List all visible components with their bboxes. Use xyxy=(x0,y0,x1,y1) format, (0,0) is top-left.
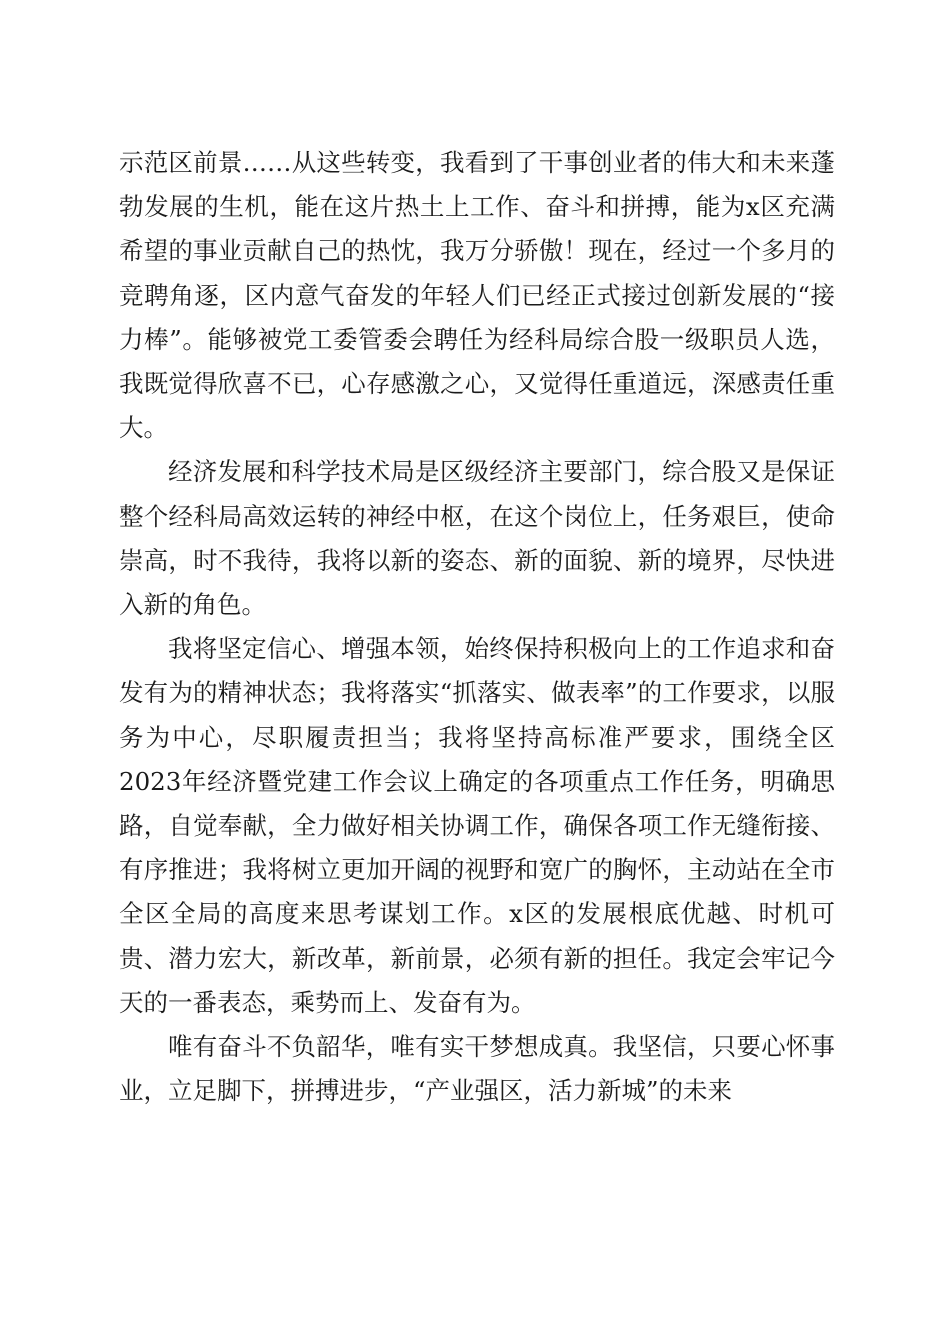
paragraph-commitments: 我将坚定信心、增强本领，始终保持积极向上的工作追求和奋发有为的精神状态；我将落实“抓落实、做表率”的工作要求，以服务为中心，尽职履责担当；我将坚持高标准严要求，围绕全区2023年经济暨党建工作会议上确定的各项重点工作任务，明确思路，自觉奉献，全力做好相关协调工作，确保各项工作无缝衔接、有序推进；我将树立更加开阔的视野和宽广的胸怀，主动站在全市全区全局的高度来思考谋划工作。x区的发展根底优越、时机可贵、潜力宏大，新改革，新前景，必须有新的担任。我定会牢记今天的一番表态，乘势而上、发奋有为。 xyxy=(119,634,835,1017)
paragraph-continued: 示范区前景……从这些转变，我看到了干事创业者的伟大和未来蓬勃发展的生机，能在这片热土上工作、奋斗和拼搏，能为x区充满希望的事业贡献自己的热忱，我万分骄傲！现在，经过一个多月的竞聘角逐，区内意气奋发的年轻人们已经正式接过创新发展的“接力棒”。能够被党工委管委会聘任为经科局综合股一级职员人选，我既觉得欣喜不已，心存感激之心，又觉得任重道远，深感责任重大。 xyxy=(119,148,835,443)
paragraph-conclusion: 唯有奋斗不负韶华，唯有实干梦想成真。我坚信，只要心怀事业，立足脚下，拼搏进步，“产业强区，活力新城”的未来 xyxy=(119,1032,835,1106)
document-body xyxy=(119,141,835,1113)
paragraph-bureau-role: 经济发展和科学技术局是区级经济主要部门，综合股又是保证整个经科局高效运转的神经中枢，在这个岗位上，任务艰巨，使命崇高，时不我待，我将以新的姿态、新的面貌、新的境界，尽快进入新的角色。 xyxy=(119,457,835,620)
